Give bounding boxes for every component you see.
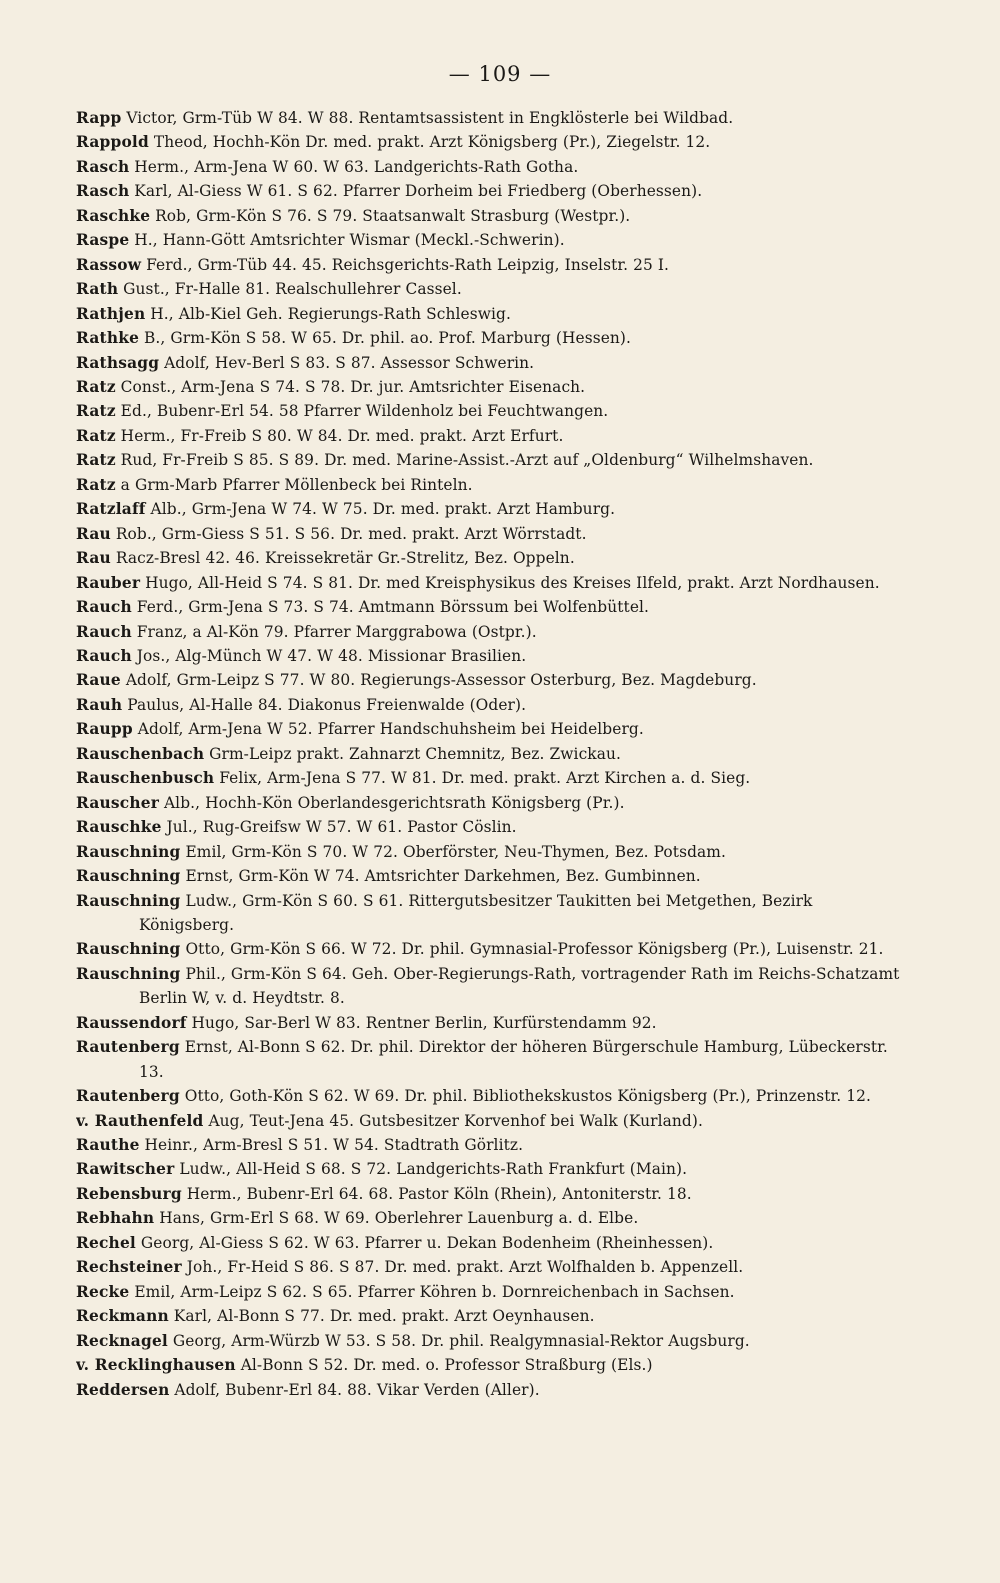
list-item	[76, 962, 910, 1011]
entry-surname: Rautenberg	[76, 1038, 180, 1057]
entry-details: Racz-Bresl 42. 46. Kreissekretär Gr.-Strelitz, Bez. Oppeln.	[115, 549, 575, 568]
entry-details: Karl, Al-Bonn S 77. Dr. med. prakt. Arzt Oeynhausen.	[173, 1307, 595, 1326]
entry-details: Grm-Leipz prakt. Zahnarzt Chemnitz, Bez. Zwickau.	[209, 744, 621, 763]
entry-details: Adolf, Bubenr-Erl 84. 88. Vikar Verden (Aller).	[174, 1380, 540, 1399]
list-item	[76, 1378, 910, 1402]
page-number: — 109 —	[448, 62, 552, 86]
entry-details: Phil., Grm-Kön S 64. Geh. Ober-Regierungs-Rath, vortragender Rath im Reichs-Schatzamt Berlin W, v. d. Heydtstr. 8.	[139, 964, 900, 1008]
list-item	[76, 815, 910, 839]
entry-details: H., Alb-Kiel Geh. Regierungs-Rath Schleswig.	[150, 304, 511, 323]
entry-surname: Rauschenbach	[76, 744, 205, 763]
entry-details: Hugo, All-Heid S 74. S 81. Dr. med Kreisphysikus des Kreises Ilfeld, prakt. Arzt Nordhausen.	[145, 573, 880, 592]
entry-details: Otto, Goth-Kön S 62. W 69. Dr. phil. Bibliothekskustos Königsberg (Pr.), Prinzenstr. 12.	[184, 1087, 872, 1106]
entry-surname: Rau	[76, 524, 111, 543]
entry-details: Aug, Teut-Jena 45. Gutsbesitzer Korvenhof bei Walk (Kurland).	[208, 1111, 703, 1130]
list-item	[76, 130, 910, 154]
list-item	[76, 620, 910, 644]
entry-details: Ludw., All-Heid S 68. S 72. Landgerichts-Rath Frankfurt (Main).	[179, 1160, 688, 1179]
entry-surname: Ratz	[76, 475, 116, 494]
entry-surname: Raussendorf	[76, 1013, 187, 1032]
entry-surname: Ratz	[76, 377, 116, 396]
entry-details: Ed., Bubenr-Erl 54. 58 Pfarrer Wildenholz bei Feuchtwangen.	[120, 402, 609, 421]
entry-surname: Rathjen	[76, 304, 146, 323]
entry-details: H., Hann-Gött Amtsrichter Wismar (Meckl.-Schwerin).	[134, 231, 565, 250]
list-item	[76, 1280, 910, 1304]
entry-details: Heinr., Arm-Bresl S 51. W 54. Stadtrath Görlitz.	[144, 1136, 524, 1155]
entry-details: Alb., Grm-Jena W 74. W 75. Dr. med. prakt. Arzt Hamburg.	[150, 500, 616, 519]
entry-surname: Rathke	[76, 329, 140, 348]
entry-details: Felix, Arm-Jena S 77. W 81. Dr. med. prakt. Arzt Kirchen a. d. Sieg.	[219, 769, 751, 788]
entry-surname: Recknagel	[76, 1331, 168, 1350]
entry-surname: Raspe	[76, 231, 130, 250]
list-item	[76, 1157, 910, 1181]
entry-surname: Rasch	[76, 182, 130, 201]
entry-details: Al-Bonn S 52. Dr. med. o. Professor Straßburg (Els.)	[240, 1356, 653, 1375]
entry-details: Emil, Arm-Leipz S 62. S 65. Pfarrer Köhren b. Dornreichenbach in Sachsen.	[134, 1282, 735, 1301]
entry-surname: Rassow	[76, 255, 142, 274]
entry-details: Rob., Grm-Giess S 51. S 56. Dr. med. prakt. Arzt Wörrstadt.	[115, 524, 587, 543]
list-item	[76, 1304, 910, 1328]
entry-details: Karl, Al-Giess W 61. S 62. Pfarrer Dorheim bei Friedberg (Oberhessen).	[134, 182, 703, 201]
entry-details: Joh., Fr-Heid S 86. S 87. Dr. med. prakt. Arzt Wolfhalden b. Appenzell.	[186, 1258, 744, 1277]
list-item	[76, 1133, 910, 1157]
entry-details: Ferd., Grm-Jena S 73. S 74. Amtmann Börssum bei Wolfenbüttel.	[136, 598, 650, 617]
entry-surname: v. Recklinghausen	[76, 1356, 236, 1375]
list-item	[76, 473, 910, 497]
list-item	[76, 448, 910, 472]
entry-list	[76, 106, 910, 1402]
list-item	[76, 766, 910, 790]
entry-surname: Recke	[76, 1282, 130, 1301]
entry-surname: Rauschenbusch	[76, 769, 215, 788]
entry-surname: Raue	[76, 671, 121, 690]
entry-details: Adolf, Grm-Leipz S 77. W 80. Regierungs-Assessor Osterburg, Bez. Magdeburg.	[125, 671, 757, 690]
list-item	[76, 864, 910, 888]
entry-details: Victor, Grm-Tüb W 84. W 88. Rentamtsassistent in Engklösterle bei Wildbad.	[126, 109, 734, 127]
list-item	[76, 717, 910, 741]
entry-surname: Ratz	[76, 402, 116, 421]
entry-surname: Rechsteiner	[76, 1258, 182, 1277]
entry-details: Ernst, Grm-Kön W 74. Amtsrichter Darkehmen, Bez. Gumbinnen.	[185, 867, 701, 886]
list-item	[76, 228, 910, 252]
entry-surname: Rauschning	[76, 891, 181, 910]
entry-details: Ferd., Grm-Tüb 44. 45. Reichsgerichts-Rath Leipzig, Inselstr. 25 I.	[146, 255, 670, 274]
entry-surname: Rauschning	[76, 842, 181, 861]
entry-surname: Rauch	[76, 622, 132, 641]
list-item	[76, 302, 910, 326]
list-item	[76, 791, 910, 815]
entry-surname: Raupp	[76, 720, 133, 739]
entry-surname: Rappold	[76, 133, 149, 152]
entry-details: a Grm-Marb Pfarrer Möllenbeck bei Rinteln.	[120, 475, 473, 494]
entry-surname: Reckmann	[76, 1307, 169, 1326]
entry-details: Otto, Grm-Kön S 66. W 72. Dr. phil. Gymnasial-Professor Königsberg (Pr.), Luisenstr. 21.	[185, 940, 884, 959]
entry-surname: Rauh	[76, 695, 123, 714]
entry-surname: Ratz	[76, 426, 116, 445]
entry-details: Georg, Al-Giess S 62. W 63. Pfarrer u. Dekan Bodenheim (Rheinhessen).	[140, 1233, 714, 1252]
list-item	[76, 204, 910, 228]
entry-details: Herm., Bubenr-Erl 64. 68. Pastor Köln (Rhein), Antoniterstr. 18.	[186, 1184, 692, 1203]
entry-surname: Reddersen	[76, 1380, 170, 1399]
list-item	[76, 1084, 910, 1108]
list-item	[76, 595, 910, 619]
entry-surname: Rauschning	[76, 867, 181, 886]
list-item	[76, 1109, 910, 1133]
list-item	[76, 546, 910, 570]
list-item	[76, 1206, 910, 1230]
list-item	[76, 424, 910, 448]
list-item	[76, 742, 910, 766]
entry-details: B., Grm-Kön S 58. W 65. Dr. phil. ao. Prof. Marburg (Hessen).	[143, 329, 632, 348]
list-item	[76, 375, 910, 399]
list-item	[76, 277, 910, 301]
list-item	[76, 497, 910, 521]
list-item	[76, 522, 910, 546]
list-item	[76, 1182, 910, 1206]
entry-details: Ernst, Al-Bonn S 62. Dr. phil. Direktor der höheren Bürgerschule Hamburg, Lübeckerstr. 13.	[139, 1038, 888, 1081]
list-item	[76, 1353, 910, 1377]
list-item	[76, 351, 910, 375]
entry-surname: Rath	[76, 280, 119, 299]
entry-surname: Rauber	[76, 573, 141, 592]
entry-surname: Rasch	[76, 157, 130, 176]
entry-surname: v. Rauthenfeld	[76, 1111, 204, 1130]
list-item	[76, 326, 910, 350]
list-item	[76, 644, 910, 668]
entry-details: Adolf, Arm-Jena W 52. Pfarrer Handschuhsheim bei Heidelberg.	[137, 720, 644, 739]
entry-details: Const., Arm-Jena S 74. S 78. Dr. jur. Amtsrichter Eisenach.	[120, 377, 586, 396]
list-item	[76, 1011, 910, 1035]
entry-details: Franz, a Al-Kön 79. Pfarrer Marggrabowa (Ostpr.).	[136, 622, 537, 641]
entry-details: Jos., Alg-Münch W 47. W 48. Missionar Brasilien.	[136, 646, 527, 665]
entry-details: Gust., Fr-Halle 81. Realschullehrer Cassel.	[123, 280, 462, 299]
entry-surname: Rechel	[76, 1233, 136, 1252]
entry-details: Georg, Arm-Würzb W 53. S 58. Dr. phil. Realgymnasial-Rektor Augsburg.	[172, 1331, 750, 1350]
entry-surname: Rapp	[76, 109, 122, 127]
entry-surname: Rauscher	[76, 793, 160, 812]
list-item	[76, 668, 910, 692]
entry-details: Hans, Grm-Erl S 68. W 69. Oberlehrer Lauenburg a. d. Elbe.	[159, 1209, 639, 1228]
list-item	[76, 253, 910, 277]
list-item	[76, 155, 910, 179]
entry-surname: Ratzlaff	[76, 500, 146, 519]
entry-details: Ludw., Grm-Kön S 60. S 61. Rittergutsbesitzer Taukitten bei Metgethen, Bezirk Königsberg.	[139, 891, 813, 934]
list-item	[76, 106, 910, 130]
entry-surname: Rauschning	[76, 964, 181, 983]
list-item	[76, 1035, 910, 1084]
entry-surname: Rathsagg	[76, 353, 160, 372]
entry-surname: Rebensburg	[76, 1184, 182, 1203]
list-item	[76, 571, 910, 595]
entry-details: Jul., Rug-Greifsw W 57. W 61. Pastor Cöslin.	[166, 818, 517, 837]
entry-details: Hugo, Sar-Berl W 83. Rentner Berlin, Kurfürstendamm 92.	[191, 1013, 657, 1032]
list-item	[76, 937, 910, 961]
list-item	[76, 1329, 910, 1353]
list-item	[76, 1231, 910, 1255]
entry-details: Herm., Arm-Jena W 60. W 63. Landgerichts-Rath Gotha.	[134, 157, 579, 176]
entry-surname: Rebhahn	[76, 1209, 155, 1228]
entry-details: Theod, Hochh-Kön Dr. med. prakt. Arzt Königsberg (Pr.), Ziegelstr. 12.	[153, 133, 711, 152]
list-item	[76, 399, 910, 423]
entry-details: Paulus, Al-Halle 84. Diakonus Freienwalde (Oder).	[127, 695, 527, 714]
list-item	[76, 889, 910, 938]
entry-surname: Rautenberg	[76, 1087, 180, 1106]
list-item	[76, 1255, 910, 1279]
entry-details: Rob, Grm-Kön S 76. S 79. Staatsanwalt Strasburg (Westpr.).	[155, 206, 631, 225]
entry-surname: Rauch	[76, 646, 132, 665]
entry-details: Rud, Fr-Freib S 85. S 89. Dr. med. Marine-Assist.-Arzt auf „Oldenburg“ Wilhelmshaven.	[120, 451, 814, 470]
entry-surname: Rau	[76, 549, 111, 568]
list-item	[76, 840, 910, 864]
entry-surname: Rauch	[76, 598, 132, 617]
list-item	[76, 179, 910, 203]
entry-surname: Rauthe	[76, 1136, 140, 1155]
entry-surname: Raschke	[76, 206, 151, 225]
entry-surname: Rauschning	[76, 940, 181, 959]
entry-surname: Rawitscher	[76, 1160, 175, 1179]
entry-surname: Ratz	[76, 451, 116, 470]
entry-details: Emil, Grm-Kön S 70. W 72. Oberförster, Neu-Thymen, Bez. Potsdam.	[185, 842, 726, 861]
entry-details: Herm., Fr-Freib S 80. W 84. Dr. med. prakt. Arzt Erfurt.	[120, 426, 564, 445]
entry-details: Adolf, Hev-Berl S 83. S 87. Assessor Schwerin.	[164, 353, 535, 372]
entry-details: Alb., Hochh-Kön Oberlandesgerichtsrath Königsberg (Pr.).	[163, 793, 625, 812]
entry-surname: Rauschke	[76, 818, 162, 837]
list-item	[76, 693, 910, 717]
